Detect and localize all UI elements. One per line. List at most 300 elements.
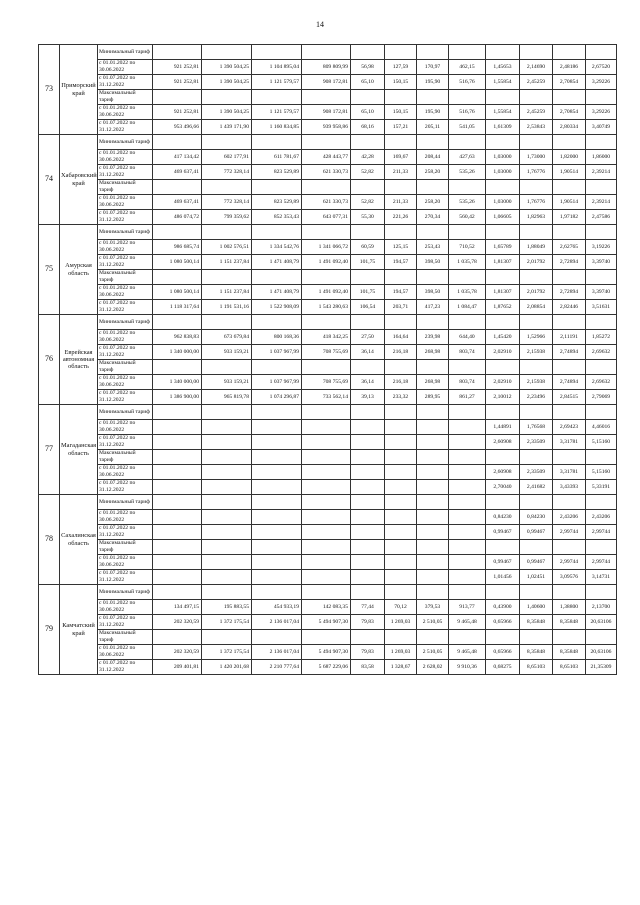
tariff-type-label: Максимальный тариф	[98, 360, 153, 375]
value-cell: 101,75	[351, 285, 385, 300]
tariff-type-label: Максимальный тариф	[98, 540, 153, 555]
value-cell	[486, 405, 520, 420]
value-cell: 0,99467	[520, 555, 553, 570]
value-cell	[417, 180, 449, 195]
value-cell: 83,58	[351, 660, 385, 675]
value-cell: 1,45420	[486, 330, 520, 345]
value-cell	[486, 360, 520, 375]
value-cell: 1 439 171,90	[202, 120, 252, 135]
value-cell	[385, 315, 417, 330]
value-cell	[449, 90, 486, 105]
value-cell: 8,35848	[553, 645, 586, 660]
value-cell: 3,39740	[586, 285, 617, 300]
value-cell: 2,41682	[520, 480, 553, 495]
value-cell: 417,23	[417, 300, 449, 315]
value-cell: 39,13	[351, 390, 385, 405]
value-cell	[385, 585, 417, 600]
value-cell	[252, 435, 302, 450]
value-cell	[153, 450, 202, 465]
value-cell	[417, 510, 449, 525]
value-cell	[351, 360, 385, 375]
value-cell	[252, 450, 302, 465]
value-cell: 2,74894	[553, 345, 586, 360]
value-cell	[153, 480, 202, 495]
value-cell: 9 465,48	[449, 615, 486, 630]
region-name: Приморский край	[60, 45, 98, 135]
value-cell: 42,28	[351, 150, 385, 165]
value-cell: 5,15160	[586, 435, 617, 450]
value-cell: 1 340 000,00	[153, 375, 202, 390]
value-cell: 68,16	[351, 120, 385, 135]
table-row	[39, 645, 617, 660]
period-label: с 01.01.2022 по 30.06.2022	[98, 555, 153, 570]
value-cell	[385, 465, 417, 480]
value-cell	[520, 180, 553, 195]
value-cell: 194,57	[385, 285, 417, 300]
value-cell: 3,39740	[586, 255, 617, 270]
value-cell: 1,01456	[486, 570, 520, 585]
value-cell	[586, 495, 617, 510]
value-cell	[252, 555, 302, 570]
tariff-type-label: Минимальный тариф	[98, 315, 153, 330]
value-cell	[302, 135, 351, 150]
value-cell	[586, 315, 617, 330]
value-cell: 77,44	[351, 600, 385, 615]
value-cell	[252, 315, 302, 330]
table-row	[39, 435, 617, 450]
period-label: с 01.07.2022 по 31.12.2022	[98, 615, 153, 630]
period-label: с 01.07.2022 по 31.12.2022	[98, 75, 153, 90]
value-cell	[553, 585, 586, 600]
value-cell: 164,64	[385, 330, 417, 345]
value-cell: 1 372 175,54	[202, 645, 252, 660]
value-cell	[586, 585, 617, 600]
value-cell: 1 118 317,64	[153, 300, 202, 315]
value-cell	[385, 420, 417, 435]
value-cell	[202, 465, 252, 480]
value-cell: 1 151 237,84	[202, 255, 252, 270]
value-cell: 710,52	[449, 240, 486, 255]
value-cell: 0,68275	[486, 660, 520, 675]
value-cell: 1 390 504,25	[202, 75, 252, 90]
value-cell: 962 838,83	[153, 330, 202, 345]
value-cell: 2,70854	[553, 105, 586, 120]
value-cell	[553, 45, 586, 60]
value-cell	[417, 45, 449, 60]
value-cell: 708 755,69	[302, 375, 351, 390]
value-cell: 289,95	[417, 390, 449, 405]
value-cell	[252, 90, 302, 105]
value-cell: 1 191 531,16	[202, 300, 252, 315]
value-cell: 933 159,21	[202, 345, 252, 360]
value-cell: 211,33	[385, 195, 417, 210]
value-cell	[417, 540, 449, 555]
value-cell: 799 359,62	[202, 210, 252, 225]
value-cell: 65,10	[351, 75, 385, 90]
table-row	[39, 60, 617, 75]
value-cell	[586, 180, 617, 195]
value-cell	[417, 555, 449, 570]
period-label: с 01.07.2022 по 31.12.2022	[98, 255, 153, 270]
value-cell	[351, 585, 385, 600]
value-cell: 1,76776	[520, 165, 553, 180]
value-cell	[586, 45, 617, 60]
value-cell	[385, 135, 417, 150]
value-cell: 2,13700	[586, 600, 617, 615]
value-cell: 2,60908	[486, 465, 520, 480]
region-number: 76	[39, 315, 60, 405]
period-label: с 01.01.2022 по 30.06.2022	[98, 195, 153, 210]
value-cell	[520, 495, 553, 510]
table-row	[39, 255, 617, 270]
value-cell: 1,73000	[520, 150, 553, 165]
value-cell: 1 386 900,00	[153, 390, 202, 405]
value-cell	[417, 270, 449, 285]
period-label: с 01.01.2022 по 30.06.2022	[98, 465, 153, 480]
value-cell	[302, 540, 351, 555]
value-cell	[385, 225, 417, 240]
value-cell	[351, 480, 385, 495]
period-label: с 01.01.2022 по 30.06.2022	[98, 240, 153, 255]
region-name: Камчатский край	[60, 585, 98, 675]
value-cell: 1 074 296,87	[252, 390, 302, 405]
table-row	[39, 390, 617, 405]
value-cell	[417, 450, 449, 465]
value-cell	[202, 270, 252, 285]
table-row	[39, 660, 617, 675]
table-row	[39, 465, 617, 480]
value-cell: 3,09576	[553, 570, 586, 585]
value-cell: 36,14	[351, 375, 385, 390]
value-cell: 516,76	[449, 75, 486, 90]
value-cell	[252, 465, 302, 480]
value-cell: 4,46016	[586, 420, 617, 435]
value-cell	[586, 360, 617, 375]
value-cell: 486 074,72	[153, 210, 202, 225]
tariff-type-label: Минимальный тариф	[98, 225, 153, 240]
value-cell: 939 958,86	[302, 120, 351, 135]
value-cell: 195,90	[417, 105, 449, 120]
value-cell: 3,43393	[553, 480, 586, 495]
value-cell: 1,55854	[486, 105, 520, 120]
value-cell: 772 328,14	[202, 165, 252, 180]
value-cell	[153, 225, 202, 240]
value-cell: 428 443,77	[302, 150, 351, 165]
value-cell	[202, 450, 252, 465]
value-cell: 195,90	[417, 75, 449, 90]
value-cell	[417, 315, 449, 330]
value-cell: 1 151 237,84	[202, 285, 252, 300]
table-row	[39, 135, 617, 150]
value-cell	[202, 540, 252, 555]
region-name: Еврейская автономная область	[60, 315, 98, 405]
value-cell	[202, 585, 252, 600]
value-cell: 5 494 907,30	[302, 615, 351, 630]
value-cell	[449, 495, 486, 510]
value-cell	[586, 450, 617, 465]
value-cell: 2,43206	[553, 510, 586, 525]
value-cell	[385, 480, 417, 495]
period-label: с 01.07.2022 по 31.12.2022	[98, 300, 153, 315]
period-label: с 01.01.2022 по 30.06.2022	[98, 285, 153, 300]
value-cell: 462,15	[449, 60, 486, 75]
table-row	[39, 480, 617, 495]
value-cell: 2,99744	[586, 525, 617, 540]
value-cell: 56,98	[351, 60, 385, 75]
value-cell	[520, 540, 553, 555]
period-label: с 01.07.2022 по 31.12.2022	[98, 345, 153, 360]
value-cell	[202, 180, 252, 195]
value-cell: 1,06605	[486, 210, 520, 225]
value-cell	[302, 435, 351, 450]
value-cell: 79,83	[351, 615, 385, 630]
value-cell	[586, 135, 617, 150]
value-cell: 398,50	[417, 255, 449, 270]
value-cell: 2,53843	[520, 120, 553, 135]
period-label: с 01.07.2022 по 31.12.2022	[98, 120, 153, 135]
value-cell: 205,11	[417, 120, 449, 135]
value-cell: 418 342,25	[302, 330, 351, 345]
value-cell	[486, 270, 520, 285]
tariff-type-label: Максимальный тариф	[98, 450, 153, 465]
value-cell: 2,45259	[520, 75, 553, 90]
value-cell: 5 494 907,30	[302, 645, 351, 660]
value-cell: 908 172,81	[302, 75, 351, 90]
value-cell: 2,60908	[486, 435, 520, 450]
value-cell	[252, 360, 302, 375]
value-cell	[449, 570, 486, 585]
value-cell: 79,83	[351, 645, 385, 660]
value-cell: 644,40	[449, 330, 486, 345]
value-cell: 541,05	[449, 120, 486, 135]
value-cell: 986 685,74	[153, 240, 202, 255]
value-cell	[153, 315, 202, 330]
value-cell	[385, 405, 417, 420]
value-cell	[486, 495, 520, 510]
value-cell: 0,99467	[520, 525, 553, 540]
value-cell	[302, 360, 351, 375]
value-cell	[351, 555, 385, 570]
period-label: с 01.07.2022 по 31.12.2022	[98, 570, 153, 585]
region-number: 73	[39, 45, 60, 135]
value-cell: 127,59	[385, 60, 417, 75]
value-cell: 933 159,21	[202, 375, 252, 390]
table-row	[39, 180, 617, 195]
value-cell	[302, 570, 351, 585]
value-cell	[486, 90, 520, 105]
value-cell: 1 390 504,25	[202, 105, 252, 120]
value-cell	[302, 420, 351, 435]
value-cell: 9 465,48	[449, 645, 486, 660]
value-cell	[153, 405, 202, 420]
tariff-type-label: Минимальный тариф	[98, 45, 153, 60]
value-cell	[449, 420, 486, 435]
value-cell: 21,35309	[586, 660, 617, 675]
value-cell: 195 883,55	[202, 600, 252, 615]
value-cell	[351, 90, 385, 105]
table-row	[39, 210, 617, 225]
value-cell: 1,40600	[520, 600, 553, 615]
value-cell	[252, 180, 302, 195]
value-cell: 0,84230	[520, 510, 553, 525]
period-label: с 01.07.2022 по 31.12.2022	[98, 660, 153, 675]
value-cell: 65,10	[351, 105, 385, 120]
value-cell	[553, 630, 586, 645]
value-cell	[252, 570, 302, 585]
value-cell: 2,01792	[520, 255, 553, 270]
value-cell	[153, 135, 202, 150]
value-cell: 2 510,05	[417, 645, 449, 660]
region-number: 75	[39, 225, 60, 315]
value-cell: 2,39214	[586, 195, 617, 210]
value-cell: 2,23496	[520, 390, 553, 405]
value-cell	[586, 90, 617, 105]
value-cell: 0,99467	[486, 555, 520, 570]
value-cell	[153, 270, 202, 285]
value-cell: 0,43900	[486, 600, 520, 615]
value-cell: 823 529,89	[252, 195, 302, 210]
tariff-type-label: Минимальный тариф	[98, 135, 153, 150]
table-row	[39, 570, 617, 585]
value-cell: 1 080 500,14	[153, 255, 202, 270]
value-cell: 913,77	[449, 600, 486, 615]
value-cell: 1,44891	[486, 420, 520, 435]
value-cell	[385, 525, 417, 540]
value-cell: 8,35848	[520, 645, 553, 660]
value-cell	[486, 450, 520, 465]
value-cell	[351, 525, 385, 540]
value-cell	[520, 630, 553, 645]
value-cell: 2,10012	[486, 390, 520, 405]
value-cell: 1 080 500,14	[153, 285, 202, 300]
value-cell	[351, 450, 385, 465]
period-label: с 01.01.2022 по 30.06.2022	[98, 60, 153, 75]
value-cell: 216,18	[385, 345, 417, 360]
value-cell	[486, 45, 520, 60]
value-cell: 2,47586	[586, 210, 617, 225]
value-cell: 708 755,69	[302, 345, 351, 360]
value-cell: 150,15	[385, 105, 417, 120]
value-cell: 1 341 066,72	[302, 240, 351, 255]
value-cell: 239,98	[417, 330, 449, 345]
value-cell: 8,35848	[520, 615, 553, 630]
value-cell: 417 134,42	[153, 150, 202, 165]
value-cell: 921 252,81	[153, 75, 202, 90]
value-cell: 803,74	[449, 375, 486, 390]
value-cell: 27,50	[351, 330, 385, 345]
value-cell	[153, 465, 202, 480]
value-cell	[302, 405, 351, 420]
value-cell: 150,15	[385, 75, 417, 90]
value-cell: 2,39214	[586, 165, 617, 180]
value-cell: 1,90514	[553, 165, 586, 180]
value-cell	[417, 435, 449, 450]
value-cell	[520, 405, 553, 420]
value-cell	[449, 315, 486, 330]
value-cell	[153, 630, 202, 645]
tariff-type-label: Минимальный тариф	[98, 405, 153, 420]
value-cell	[202, 480, 252, 495]
value-cell: 1,61309	[486, 120, 520, 135]
value-cell: 2,15938	[520, 375, 553, 390]
value-cell: 2,48186	[553, 60, 586, 75]
value-cell: 1 491 092,40	[302, 285, 351, 300]
value-cell: 2,43206	[586, 510, 617, 525]
table-row	[39, 450, 617, 465]
value-cell: 2,33509	[520, 465, 553, 480]
value-cell: 1,86000	[586, 150, 617, 165]
value-cell	[252, 630, 302, 645]
period-label: с 01.01.2022 по 30.06.2022	[98, 105, 153, 120]
period-label: с 01.07.2022 по 31.12.2022	[98, 210, 153, 225]
value-cell: 2 136 017,04	[252, 615, 302, 630]
value-cell	[449, 510, 486, 525]
value-cell: 1,02451	[520, 570, 553, 585]
value-cell: 1 269,03	[385, 645, 417, 660]
value-cell: 2 210 777,64	[252, 660, 302, 675]
value-cell	[586, 630, 617, 645]
value-cell: 733 562,14	[302, 390, 351, 405]
value-cell: 1 522 908,09	[252, 300, 302, 315]
value-cell: 1 491 092,40	[302, 255, 351, 270]
value-cell	[449, 225, 486, 240]
value-cell	[302, 495, 351, 510]
value-cell	[449, 555, 486, 570]
value-cell: 953 496,66	[153, 120, 202, 135]
page-number: 14	[316, 20, 324, 29]
table-row	[39, 600, 617, 615]
value-cell: 1 334 542,76	[252, 240, 302, 255]
value-cell	[449, 270, 486, 285]
value-cell	[449, 450, 486, 465]
value-cell: 611 781,67	[252, 150, 302, 165]
value-cell	[302, 270, 351, 285]
value-cell: 134 497,15	[153, 600, 202, 615]
value-cell: 208,44	[417, 150, 449, 165]
value-cell	[202, 420, 252, 435]
value-cell	[202, 495, 252, 510]
value-cell: 2,70854	[553, 75, 586, 90]
value-cell: 253,43	[417, 240, 449, 255]
value-cell	[520, 90, 553, 105]
value-cell: 852 353,43	[252, 210, 302, 225]
value-cell	[553, 540, 586, 555]
table-row	[39, 495, 617, 510]
value-cell: 1 035,78	[449, 255, 486, 270]
value-cell	[385, 270, 417, 285]
value-cell	[553, 405, 586, 420]
value-cell	[417, 570, 449, 585]
value-cell	[153, 570, 202, 585]
value-cell: 3,29226	[586, 105, 617, 120]
value-cell: 2,74894	[553, 375, 586, 390]
value-cell	[302, 450, 351, 465]
value-cell	[417, 420, 449, 435]
region-name: Магаданская область	[60, 405, 98, 495]
tariff-type-label: Максимальный тариф	[98, 630, 153, 645]
value-cell: 3,51631	[586, 300, 617, 315]
period-label: с 01.07.2022 по 31.12.2022	[98, 480, 153, 495]
value-cell	[417, 405, 449, 420]
value-cell	[520, 270, 553, 285]
value-cell: 55,30	[351, 210, 385, 225]
value-cell: 9 910,36	[449, 660, 486, 675]
period-label: с 01.07.2022 по 31.12.2022	[98, 390, 153, 405]
value-cell: 621 330,73	[302, 165, 351, 180]
value-cell	[252, 45, 302, 60]
value-cell: 2,67520	[586, 60, 617, 75]
value-cell: 20,63106	[586, 645, 617, 660]
